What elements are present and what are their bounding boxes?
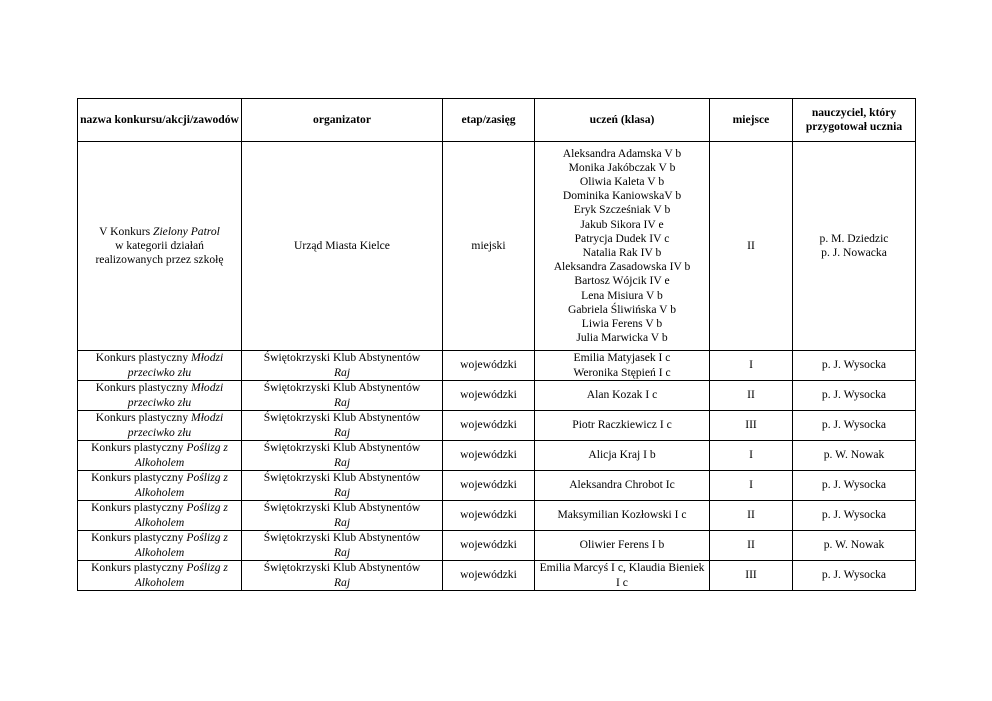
teacher-cell: [793, 411, 916, 441]
competition-name: Konkurs plastyczny: [95, 411, 192, 425]
organizer-cell: [242, 531, 443, 561]
header-organizer: organizator: [242, 99, 443, 142]
competition-title: Poślizg z Alkoholem: [134, 501, 228, 529]
table-row: [78, 411, 916, 441]
student-cell: [535, 471, 710, 501]
teacher-cell: [793, 561, 916, 591]
results-sheet: [77, 98, 916, 591]
student-name: Emilia Marcyś I c, Klaudia Bieniek I c: [539, 561, 705, 589]
organizer-name: Świętokrzyski Klub Abstynentów: [263, 501, 421, 515]
competition-title: Poślizg z Alkoholem: [134, 561, 228, 589]
competition-category: w kategorii działań realizowanych przez szkołę: [95, 238, 224, 267]
competition-title: Poślizg z Alkoholem: [134, 441, 228, 469]
teacher-name: p. J. Wysocka: [821, 418, 887, 432]
organizer-cell: [242, 471, 443, 501]
organizer-name: Świętokrzyski Klub Abstynentów: [263, 531, 421, 545]
competition-cell: [78, 441, 242, 471]
student-name: Patrycja Dudek IV c: [574, 231, 670, 245]
student-name: Alan Kozak I c: [586, 388, 658, 402]
organizer-club-name: Raj: [333, 515, 351, 529]
level-cell: wojewódzki: [443, 441, 535, 471]
header-student: uczeń (klasa): [535, 99, 710, 142]
competition-name: Konkurs plastyczny: [91, 471, 187, 485]
student-name: Jakub Sikora IV e: [580, 217, 664, 231]
organizer-name: Świętokrzyski Klub Abstynentów: [263, 561, 421, 575]
student-name: Julia Marwicka V b: [576, 331, 668, 345]
place-cell: I: [710, 351, 793, 381]
header-competition: nazwa konkursu/akcji/zawodów: [78, 99, 242, 142]
competition-name: Konkurs plastyczny: [95, 381, 192, 395]
organizer-name: Świętokrzyski Klub Abstynentów: [263, 351, 421, 365]
table-body: [78, 142, 916, 591]
level-cell: wojewódzki: [443, 561, 535, 591]
organizer-club-name: Raj: [333, 575, 351, 589]
student-name: Natalia Rak IV b: [582, 246, 662, 259]
place-cell: II: [710, 501, 793, 531]
competition-cell: [78, 531, 242, 561]
level-cell: wojewódzki: [443, 471, 535, 501]
student-cell: [535, 441, 710, 471]
teacher-name: p. J. Wysocka: [821, 478, 887, 492]
level-cell: wojewódzki: [443, 351, 535, 381]
student-name: Bartosz Wójcik IV e: [574, 274, 670, 288]
organizer-club-name: Raj: [333, 425, 351, 439]
competition-cell: [78, 142, 242, 351]
header-teacher: nauczyciel, który przygotował ucznia: [793, 99, 916, 142]
competition-name: Konkurs plastyczny: [91, 531, 187, 545]
table-row: [78, 381, 916, 411]
competition-name: Konkurs plastyczny: [91, 561, 187, 575]
student-name: Oliwia Kaleta V b: [579, 174, 665, 188]
competition-cell: [78, 501, 242, 531]
teacher-name: p. W. Nowak: [823, 448, 885, 462]
student-name: Aleksandra Chrobot Ic: [569, 478, 675, 492]
table-row: [78, 441, 916, 471]
competition-title: Poślizg z Alkoholem: [134, 531, 228, 559]
student-name: Aleksandra Zasadowska IV b: [553, 260, 691, 274]
level-cell: wojewódzki: [443, 381, 535, 411]
competition-title: Poślizg z Alkoholem: [134, 471, 228, 499]
teacher-name: p. W. Nowak: [823, 538, 885, 552]
teacher-cell: [793, 142, 916, 351]
teacher-cell: [793, 381, 916, 411]
competition-cell: [78, 561, 242, 591]
level-cell: wojewódzki: [443, 531, 535, 561]
competition-title: Młodzi przeciwko złu: [127, 381, 224, 409]
competition-name: Konkurs plastyczny: [91, 441, 187, 455]
teacher-cell: [793, 351, 916, 381]
organizer-club-name: Raj: [333, 485, 351, 499]
student-name: Liwia Ferens V b: [581, 317, 663, 331]
competition-title: Młodzi przeciwko złu: [127, 411, 224, 439]
competition-name: V Konkurs: [99, 224, 154, 238]
organizer-cell: [242, 501, 443, 531]
competition-cell: [78, 471, 242, 501]
competition-results-table: [77, 98, 916, 591]
student-cell: [535, 531, 710, 561]
teacher-name: p. J. Nowacka: [821, 246, 887, 259]
header-level: etap/zasięg: [443, 99, 535, 142]
student-name: Dominika KaniowskaV b: [562, 189, 682, 203]
student-name: Monika Jakóbczak V b: [568, 160, 676, 174]
place-cell: III: [710, 561, 793, 591]
competition-title: Młodzi przeciwko złu: [127, 351, 224, 379]
organizer-cell: [242, 561, 443, 591]
teacher-cell: [793, 471, 916, 501]
table-row: [78, 351, 916, 381]
organizer-name: Świętokrzyski Klub Abstynentów: [263, 441, 421, 455]
teacher-cell: [793, 441, 916, 471]
organizer-club-name: Raj: [333, 455, 351, 469]
student-cell: [535, 411, 710, 441]
organizer-club-name: Raj: [333, 395, 351, 409]
place-cell: II: [710, 381, 793, 411]
organizer-name: Urząd Miasta Kielce: [294, 238, 390, 252]
student-cell: [535, 351, 710, 381]
student-name: Oliwier Ferens I b: [579, 538, 665, 552]
teacher-cell: [793, 501, 916, 531]
organizer-name: Świętokrzyski Klub Abstynentów: [263, 381, 421, 395]
teacher-cell: [793, 531, 916, 561]
competition-name: Konkurs plastyczny: [91, 501, 187, 515]
organizer-club-name: Raj: [333, 365, 351, 379]
student-name: Weronika Stępień I c: [573, 365, 671, 379]
organizer-club-name: Raj: [333, 545, 351, 559]
table-row: [78, 561, 916, 591]
place-cell: III: [710, 411, 793, 441]
organizer-cell: [242, 411, 443, 441]
competition-title: Zielony Patrol: [153, 224, 220, 238]
teacher-name: p. M. Dziedzic: [819, 231, 889, 245]
competition-cell: [78, 411, 242, 441]
competition-cell: [78, 381, 242, 411]
student-name: Emilia Matyjasek I c: [573, 351, 671, 365]
place-cell: I: [710, 441, 793, 471]
level-cell: miejski: [443, 142, 535, 351]
student-name: Lena Misiura V b: [581, 288, 663, 302]
place-cell: II: [710, 142, 793, 351]
organizer-cell: [242, 351, 443, 381]
student-name: Piotr Raczkiewicz I c: [572, 418, 672, 432]
student-name: Maksymilian Kozłowski I c: [557, 508, 687, 522]
student-cell: [535, 501, 710, 531]
student-name: Gabriela Śliwińska V b: [567, 302, 677, 316]
student-name: Eryk Szcześniak V b: [573, 203, 671, 217]
student-cell: [535, 561, 710, 591]
organizer-name: Świętokrzyski Klub Abstynentów: [263, 411, 421, 425]
table-row: [78, 142, 916, 351]
header-place: miejsce: [710, 99, 793, 142]
organizer-cell: [242, 441, 443, 471]
table-row: [78, 471, 916, 501]
student-cell: [535, 381, 710, 411]
table-row: [78, 501, 916, 531]
level-cell: wojewódzki: [443, 411, 535, 441]
student-name: Aleksandra Adamska V b: [562, 146, 682, 160]
competition-cell: [78, 351, 242, 381]
place-cell: II: [710, 531, 793, 561]
organizer-cell: [242, 381, 443, 411]
organizer-name: Świętokrzyski Klub Abstynentów: [263, 471, 421, 485]
level-cell: wojewódzki: [443, 501, 535, 531]
table-row: [78, 531, 916, 561]
teacher-name: p. J. Wysocka: [821, 508, 887, 522]
teacher-name: p. J. Wysocka: [821, 568, 887, 582]
teacher-name: p. J. Wysocka: [821, 388, 887, 402]
place-cell: I: [710, 471, 793, 501]
organizer-cell: [242, 142, 443, 351]
teacher-name: p. J. Wysocka: [821, 358, 887, 372]
table-header-row: [78, 99, 916, 142]
student-cell: [535, 142, 710, 351]
competition-name: Konkurs plastyczny: [95, 351, 192, 365]
student-name: Alicja Kraj I b: [588, 448, 656, 462]
